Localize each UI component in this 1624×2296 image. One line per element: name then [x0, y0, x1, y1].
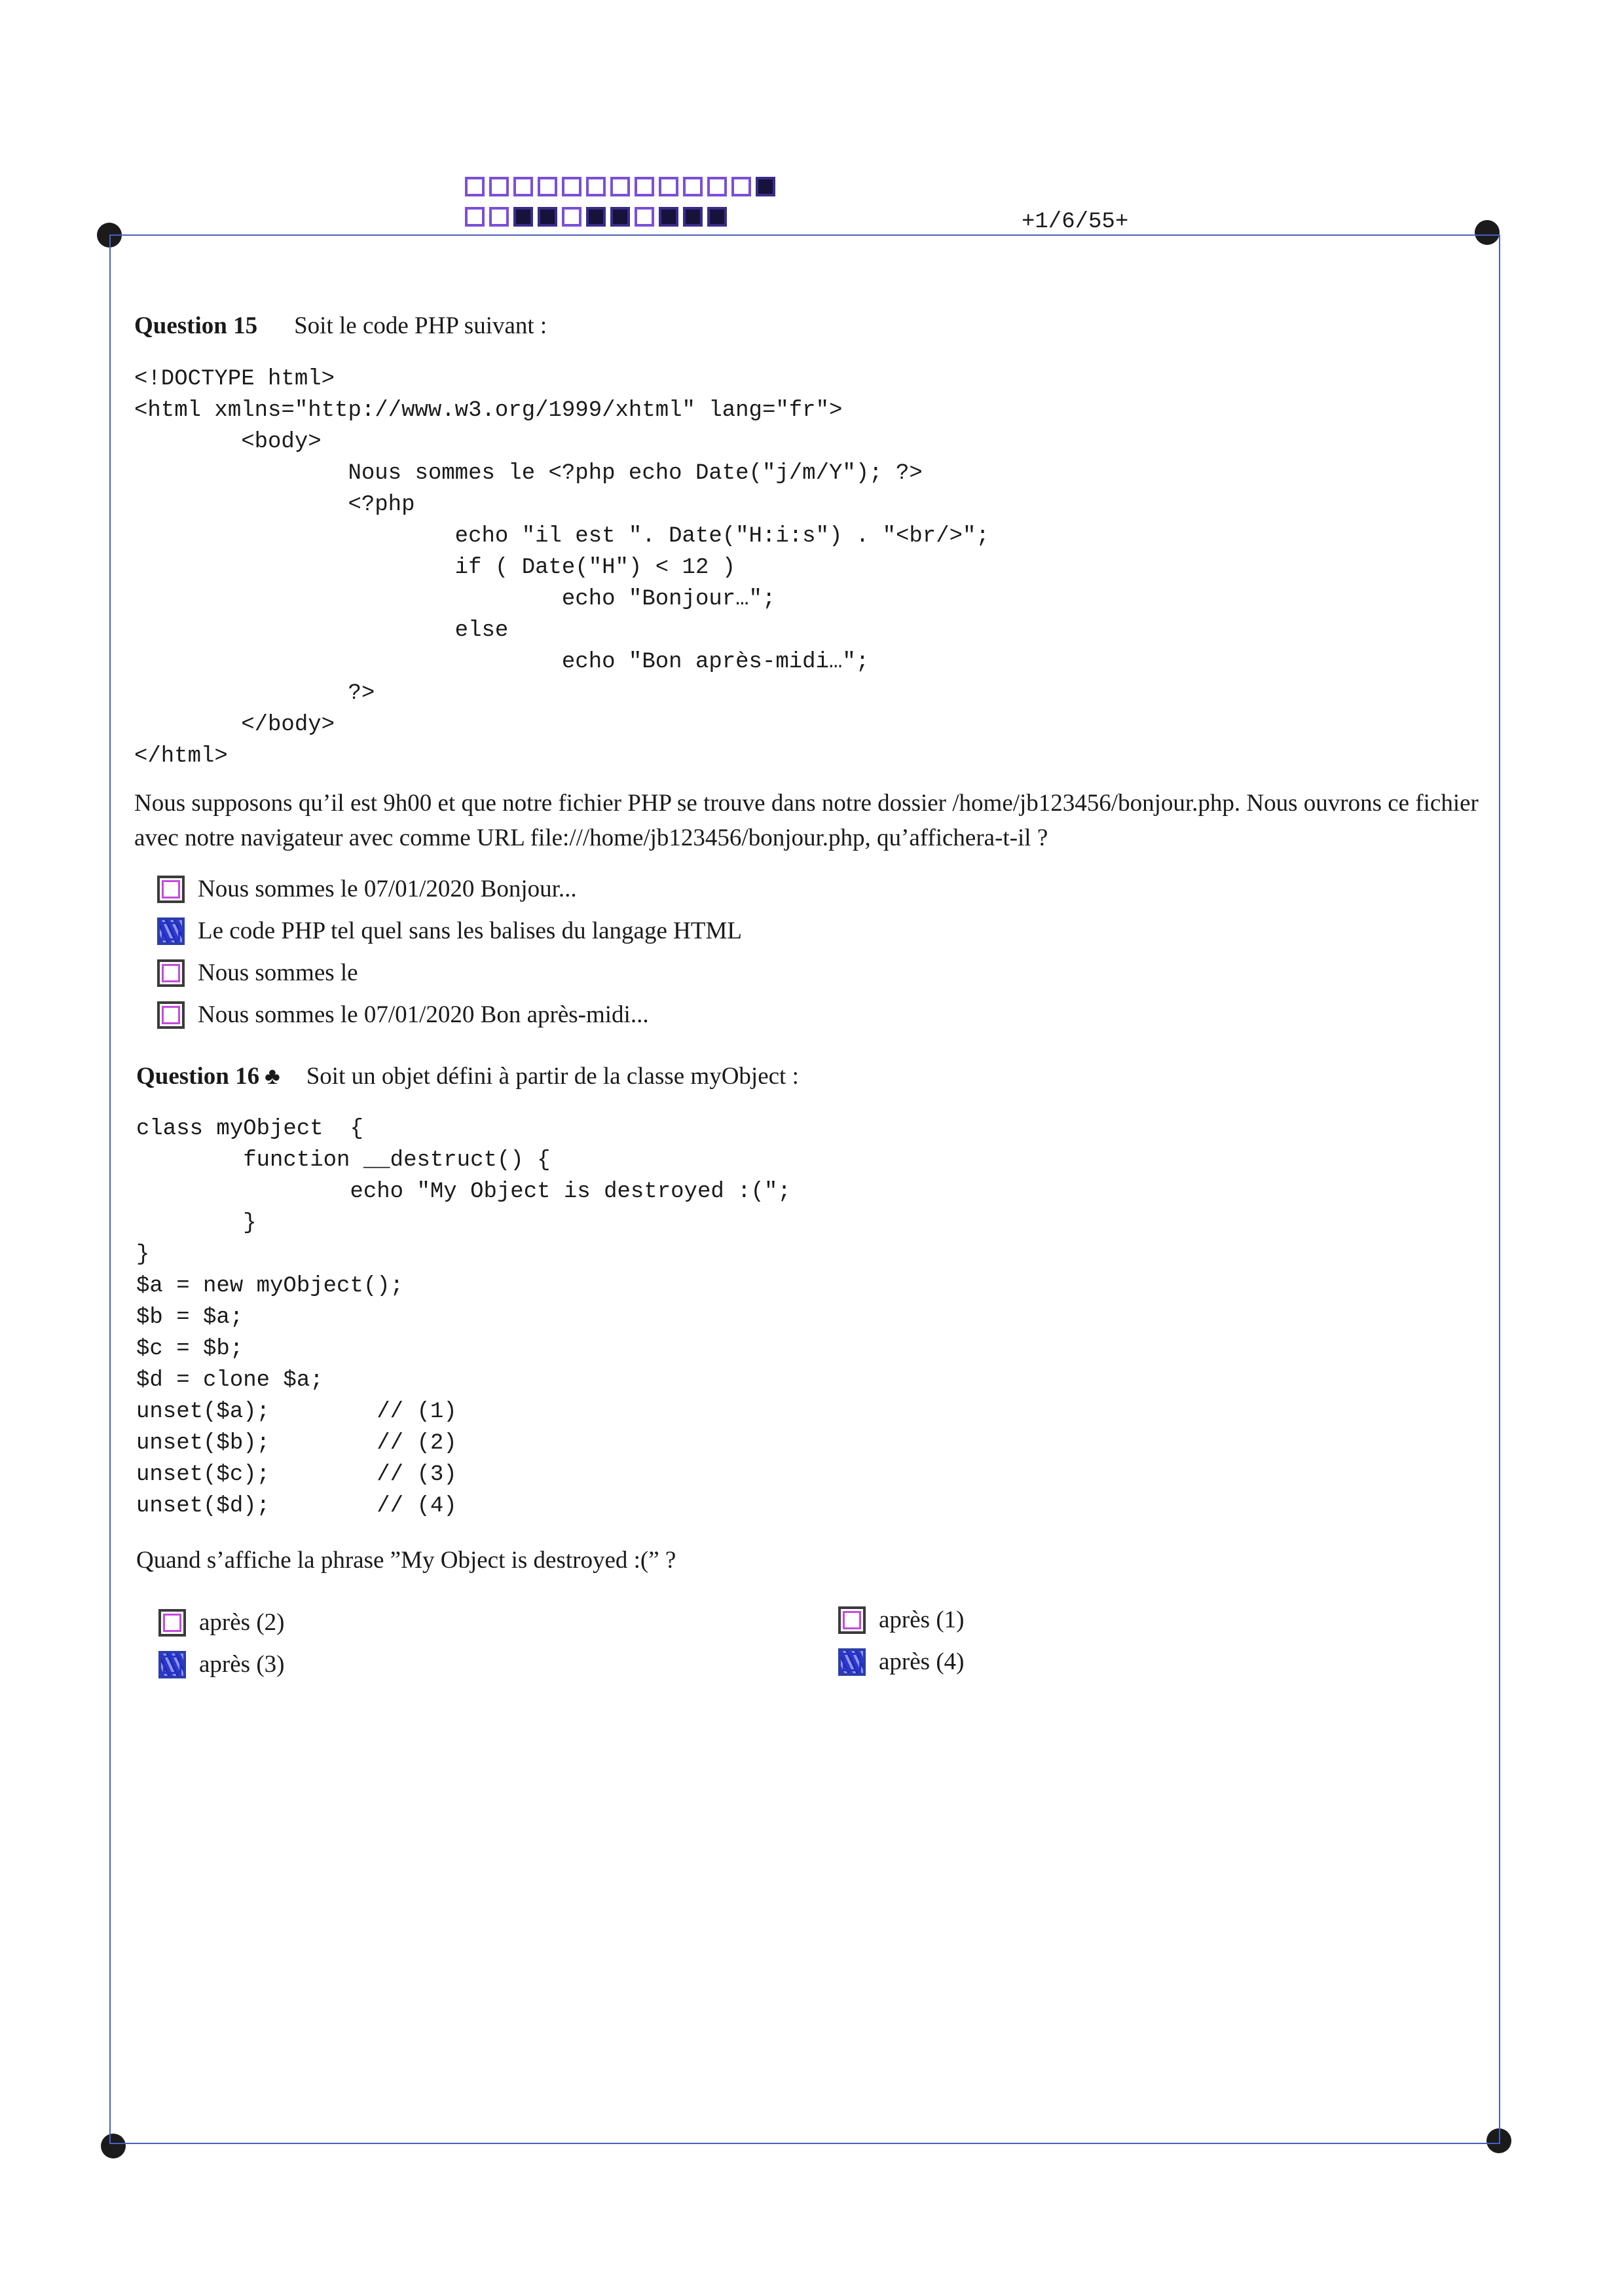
code-cell — [538, 177, 557, 196]
q15-option-4[interactable] — [157, 1001, 649, 1029]
q16-option-3-label: après (1) — [879, 1606, 965, 1633]
question-15-code: <!DOCTYPE html> <html xmlns="http://www.w3.org/1999/xhtml" lang="fr"> <body> Nous sommes le <?php echo Date("j/m/Y"); ?> <?php echo "il est ". Date("H:i:s") . "<br/>"; if ( Date("H") < 12 ) echo "Bonjour…"; else echo "Bon après-midi…"; ?> </body> </html> — [134, 367, 989, 769]
code-cell — [659, 207, 678, 227]
code-cell — [465, 207, 485, 227]
question-15-intro: Soit le code PHP suivant : — [294, 312, 547, 339]
q15-option-1[interactable] — [157, 875, 577, 903]
q16-checkbox-3[interactable] — [838, 1606, 866, 1634]
code-cell — [562, 207, 581, 227]
code-cell — [465, 177, 485, 196]
code-cell — [562, 177, 581, 196]
q15-checkbox-4[interactable] — [157, 1001, 185, 1029]
q16-checkbox-1[interactable] — [158, 1609, 186, 1637]
code-cell — [538, 207, 557, 227]
q16-option-4[interactable] — [838, 1648, 964, 1676]
q16-option-1-label: après (2) — [199, 1609, 285, 1636]
code-cell — [586, 177, 606, 196]
q16-option-4-label: après (4) — [879, 1648, 965, 1675]
question-16-intro: Soit un objet défini à partir de la classe myObject : — [306, 1063, 799, 1090]
question-15-label: Question 15 — [134, 312, 258, 339]
code-cell — [635, 177, 654, 196]
q15-option-2-label: Le code PHP tel quel sans les balises du langage HTML — [198, 917, 742, 944]
question-16-heading — [136, 1062, 799, 1090]
code-cell — [707, 207, 727, 227]
q15-option-2[interactable] — [157, 917, 742, 945]
code-cell — [659, 177, 678, 196]
q16-option-1[interactable] — [158, 1608, 284, 1637]
code-cell — [513, 177, 533, 196]
code-cell — [756, 177, 775, 196]
code-cell — [489, 207, 509, 227]
q15-option-1-label: Nous sommes le 07/01/2020 Bonjour... — [198, 876, 577, 902]
code-cell — [731, 177, 751, 196]
page-id: +1/6/55+ — [1022, 210, 1129, 234]
code-cell — [683, 177, 703, 196]
q15-checkbox-1[interactable] — [157, 876, 185, 903]
q15-checkbox-3[interactable] — [157, 959, 185, 987]
code-cell — [586, 207, 606, 227]
q15-option-3-label: Nous sommes le — [198, 959, 358, 986]
q16-option-2[interactable] — [158, 1650, 284, 1678]
code-cell — [513, 207, 533, 227]
q15-checkbox-2[interactable] — [157, 917, 185, 945]
q16-option-3[interactable] — [838, 1606, 964, 1634]
question-15-paragraph: Nous supposons qu’il est 9h00 et que notre fichier PHP se trouve dans notre dossier /home/jb123456/bonjour.php. Nous ouvrons ce fichier avec notre navigateur avec comme URL file:///home/jb123456/bonjour.php, qu’affichera-t-il ? — [134, 790, 1479, 851]
question-15-heading — [134, 312, 547, 340]
q16-checkbox-2[interactable] — [158, 1651, 186, 1678]
code-cell — [610, 177, 630, 196]
question-16-label: Question 16 — [136, 1063, 260, 1090]
question-16-question: Quand s’affiche la phrase ”My Object is destroyed :(” ? — [136, 1547, 676, 1574]
code-cell — [489, 177, 509, 196]
q15-option-4-label: Nous sommes le 07/01/2020 Bon après-midi... — [198, 1001, 649, 1028]
code-cell — [610, 207, 630, 227]
question-16-code: class myObject { function __destruct() { echo "My Object is destroyed :("; } } $a = new myObject(); $b = $a; $c = $b; $d = clone $a; unset($a); // (1) unset($b); // (2) unset($c); // (3) unset($d); // (4) — [136, 1117, 791, 1519]
q16-checkbox-4[interactable] — [838, 1648, 866, 1676]
q16-option-2-label: après (3) — [199, 1651, 285, 1678]
code-cell — [683, 207, 703, 227]
q15-option-3[interactable] — [157, 959, 358, 987]
club-icon: ♣ — [265, 1063, 280, 1089]
code-cell — [707, 177, 727, 196]
code-cell — [635, 207, 654, 227]
